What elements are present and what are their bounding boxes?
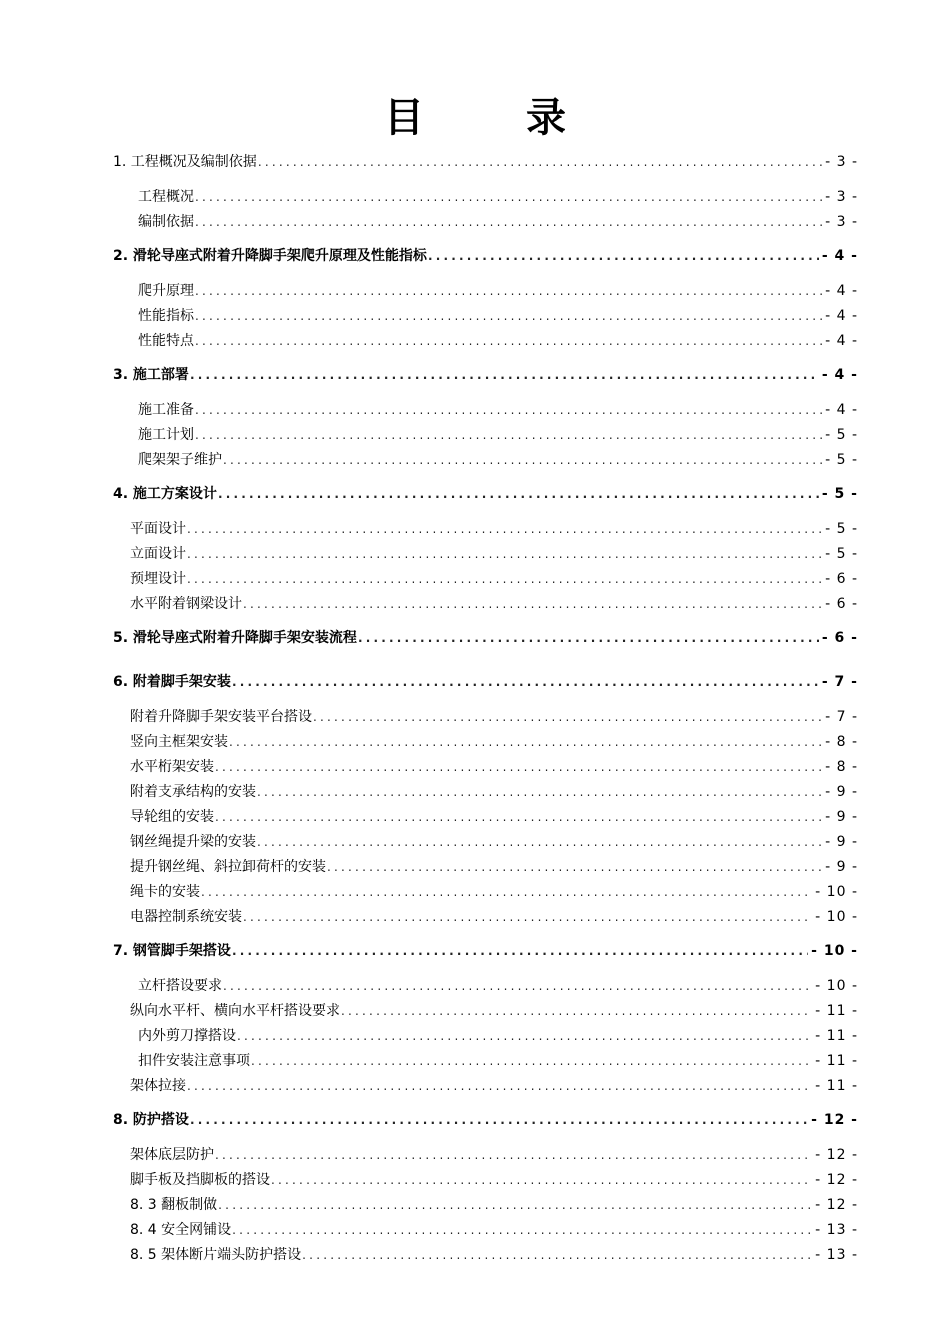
toc-subsection-entry[interactable] (130, 755, 858, 780)
toc-page-number: - 8 - (825, 759, 858, 775)
toc-section-entry[interactable] (113, 939, 858, 964)
toc-page-number: - 10 - (815, 909, 858, 925)
toc-leader-dots (201, 880, 812, 905)
toc-leader-dots (327, 855, 822, 880)
toc-subsection-entry[interactable] (130, 1193, 858, 1218)
toc-entry-title: 架体拉接 (130, 1078, 186, 1094)
toc-page-number: - 13 - (815, 1222, 858, 1238)
toc-page-number: - 6 - (821, 630, 858, 646)
toc-leader-dots (428, 244, 819, 269)
toc-entry-title: 提升钢丝绳、斜拉卸荷杆的安装 (130, 859, 326, 875)
toc-subsection-entry[interactable] (138, 423, 858, 448)
toc-section-entry[interactable] (113, 363, 858, 388)
toc-entry-title: 8. 4 安全网铺设 (130, 1222, 232, 1238)
toc-leader-dots (195, 185, 822, 210)
toc-leader-dots (223, 974, 812, 999)
toc-leader-dots (187, 542, 822, 567)
toc-page-number: - 12 - (815, 1172, 858, 1188)
toc-entry-title: 电器控制系统安装 (130, 909, 242, 925)
toc-entry-title: 1. 工程概况及编制依据 (113, 154, 257, 170)
toc-leader-dots (215, 1143, 812, 1168)
toc-leader-dots (218, 482, 819, 507)
toc-subsection-entry[interactable] (130, 592, 858, 617)
toc-page-number: - 4 - (825, 402, 858, 418)
toc-page-number: - 9 - (825, 809, 858, 825)
toc-subsection-entry[interactable] (130, 542, 858, 567)
toc-section-entry[interactable] (113, 150, 858, 175)
toc-section-entry[interactable] (113, 670, 858, 695)
toc-page-number: - 13 - (815, 1247, 858, 1263)
toc-section-entry[interactable] (113, 482, 858, 507)
toc-leader-dots (223, 448, 822, 473)
toc-entry-title: 6. 附着脚手架安装 (113, 674, 231, 690)
toc-subsection-entry[interactable] (138, 1049, 858, 1074)
toc-subsection-entry[interactable] (138, 1024, 858, 1049)
toc-entry-title: 3. 施工部署 (113, 367, 189, 383)
toc-page-number: - 3 - (825, 214, 858, 230)
toc-entry-title: 施工计划 (138, 427, 194, 443)
toc-subsection-entry[interactable] (130, 805, 858, 830)
toc-entry-title: 导轮组的安装 (130, 809, 214, 825)
toc-entry-title: 平面设计 (130, 521, 186, 537)
toc-page-number: - 9 - (825, 834, 858, 850)
toc-entry-title: 爬升原理 (138, 283, 194, 299)
toc-leader-dots (232, 1218, 812, 1243)
toc-leader-dots (232, 670, 819, 695)
toc-page-number: - 4 - (825, 333, 858, 349)
toc-page-number: - 11 - (815, 1028, 858, 1044)
toc-leader-dots (341, 999, 812, 1024)
toc-leader-dots (215, 805, 822, 830)
toc-leader-dots (257, 830, 822, 855)
toc-leader-dots (232, 939, 808, 964)
toc-entry-title: 水平桁架安装 (130, 759, 214, 775)
toc-page-number: - 12 - (811, 1112, 858, 1128)
toc-leader-dots (218, 1193, 812, 1218)
toc-leader-dots (271, 1168, 812, 1193)
toc-page-number: - 5 - (825, 546, 858, 562)
toc-entry-title: 8. 3 翻板制做 (130, 1197, 218, 1213)
toc-page-number: - 5 - (825, 452, 858, 468)
toc-leader-dots (187, 1074, 812, 1099)
toc-subsection-entry[interactable] (130, 1143, 858, 1168)
toc-subsection-entry[interactable] (138, 210, 858, 235)
toc-leader-dots (358, 626, 819, 651)
table-of-contents (0, 150, 950, 1268)
toc-entry-title: 水平附着钢梁设计 (130, 596, 242, 612)
toc-subsection-entry[interactable] (130, 517, 858, 542)
toc-entry-title: 工程概况 (138, 189, 194, 205)
toc-leader-dots (243, 592, 822, 617)
toc-entry-title: 脚手板及挡脚板的搭设 (130, 1172, 270, 1188)
toc-page-number: - 11 - (815, 1053, 858, 1069)
toc-page-number: - 4 - (821, 367, 858, 383)
toc-subsection-entry[interactable] (130, 999, 858, 1024)
toc-page-number: - 12 - (815, 1197, 858, 1213)
toc-leader-dots (195, 423, 822, 448)
toc-subsection-entry[interactable] (138, 279, 858, 304)
toc-entry-title: 性能指标 (138, 308, 194, 324)
toc-page-number: - 7 - (825, 709, 858, 725)
toc-entry-title: 5. 滑轮导座式附着升降脚手架安装流程 (113, 630, 357, 646)
toc-page-number: - 7 - (821, 674, 858, 690)
toc-entry-title: 附着支承结构的安装 (130, 784, 256, 800)
toc-entry-title: 立面设计 (130, 546, 186, 562)
toc-page-number: - 5 - (825, 521, 858, 537)
toc-entry-title: 纵向水平杆、横向水平杆搭设要求 (130, 1003, 340, 1019)
toc-page-number: - 6 - (825, 596, 858, 612)
toc-page-number: - 4 - (821, 248, 858, 264)
toc-leader-dots (195, 304, 822, 329)
toc-page-number: - 5 - (821, 486, 858, 502)
toc-subsection-entry[interactable] (138, 329, 858, 354)
toc-subsection-entry[interactable] (130, 730, 858, 755)
toc-subsection-entry[interactable] (138, 448, 858, 473)
toc-entry-title: 施工准备 (138, 402, 194, 418)
toc-entry-title: 绳卡的安装 (130, 884, 200, 900)
toc-subsection-entry[interactable] (130, 705, 858, 730)
toc-leader-dots (257, 780, 822, 805)
toc-entry-title: 附着升降脚手架安装平台搭设 (130, 709, 312, 725)
toc-page-number: - 11 - (815, 1078, 858, 1094)
toc-entry-title: 8. 防护搭设 (113, 1112, 189, 1128)
toc-subsection-entry[interactable] (138, 304, 858, 329)
toc-leader-dots (243, 905, 812, 930)
toc-entry-title: 4. 施工方案设计 (113, 486, 217, 502)
toc-page-number: - 3 - (825, 189, 858, 205)
toc-subsection-entry[interactable] (130, 1218, 858, 1243)
toc-page-number: - 10 - (815, 884, 858, 900)
toc-leader-dots (187, 517, 822, 542)
toc-leader-dots (195, 398, 822, 423)
toc-page-number: - 8 - (825, 734, 858, 750)
toc-subsection-entry[interactable] (130, 880, 858, 905)
toc-leader-dots (251, 1049, 812, 1074)
toc-subsection-entry[interactable] (130, 1074, 858, 1099)
toc-entry-title: 内外剪刀撑搭设 (138, 1028, 236, 1044)
toc-page-number: - 10 - (811, 943, 858, 959)
toc-subsection-entry[interactable] (130, 830, 858, 855)
toc-subsection-entry[interactable] (130, 567, 858, 592)
toc-leader-dots (229, 730, 822, 755)
toc-leader-dots (195, 279, 822, 304)
toc-subsection-entry[interactable] (130, 1243, 858, 1268)
toc-page-number: - 11 - (815, 1003, 858, 1019)
toc-page-number: - 12 - (815, 1147, 858, 1163)
toc-entry-title: 钢丝绳提升梁的安装 (130, 834, 256, 850)
toc-subsection-entry[interactable] (130, 780, 858, 805)
toc-subsection-entry[interactable] (138, 974, 858, 999)
toc-subsection-entry[interactable] (138, 185, 858, 210)
toc-section-entry[interactable] (113, 244, 858, 269)
toc-subsection-entry[interactable] (138, 398, 858, 423)
toc-entry-title: 爬架架子维护 (138, 452, 222, 468)
toc-section-entry[interactable] (113, 1108, 858, 1133)
toc-subsection-entry[interactable] (130, 905, 858, 930)
toc-page-number: - 4 - (825, 283, 858, 299)
toc-page-number: - 6 - (825, 571, 858, 587)
toc-section-entry[interactable] (113, 626, 858, 651)
toc-entry-title: 编制依据 (138, 214, 194, 230)
toc-page-number: - 10 - (815, 978, 858, 994)
toc-leader-dots (195, 210, 822, 235)
toc-subsection-entry[interactable] (130, 1168, 858, 1193)
toc-subsection-entry[interactable] (130, 855, 858, 880)
toc-page-number: - 9 - (825, 784, 858, 800)
toc-leader-dots (258, 150, 822, 175)
page-title: 目 录 (384, 95, 610, 141)
toc-leader-dots (237, 1024, 812, 1049)
toc-leader-dots (302, 1243, 812, 1268)
toc-leader-dots (187, 567, 822, 592)
toc-entry-title: 竖向主框架安装 (130, 734, 228, 750)
toc-entry-title: 8. 5 架体断片端头防护搭设 (130, 1247, 302, 1263)
toc-leader-dots (190, 1108, 808, 1133)
toc-entry-title: 7. 钢管脚手架搭设 (113, 943, 231, 959)
toc-leader-dots (215, 755, 822, 780)
toc-entry-title: 立杆搭设要求 (138, 978, 222, 994)
toc-page-number: - 5 - (825, 427, 858, 443)
toc-entry-title: 扣件安装注意事项 (138, 1053, 250, 1069)
toc-entry-title: 2. 滑轮导座式附着升降脚手架爬升原理及性能指标 (113, 248, 427, 264)
toc-leader-dots (195, 329, 822, 354)
toc-entry-title: 架体底层防护 (130, 1147, 214, 1163)
toc-leader-dots (313, 705, 822, 730)
toc-page-number: - 3 - (825, 154, 858, 170)
toc-page-number: - 4 - (825, 308, 858, 324)
toc-entry-title: 预埋设计 (130, 571, 186, 587)
toc-leader-dots (190, 363, 819, 388)
toc-entry-title: 性能特点 (138, 333, 194, 349)
toc-page-number: - 9 - (825, 859, 858, 875)
